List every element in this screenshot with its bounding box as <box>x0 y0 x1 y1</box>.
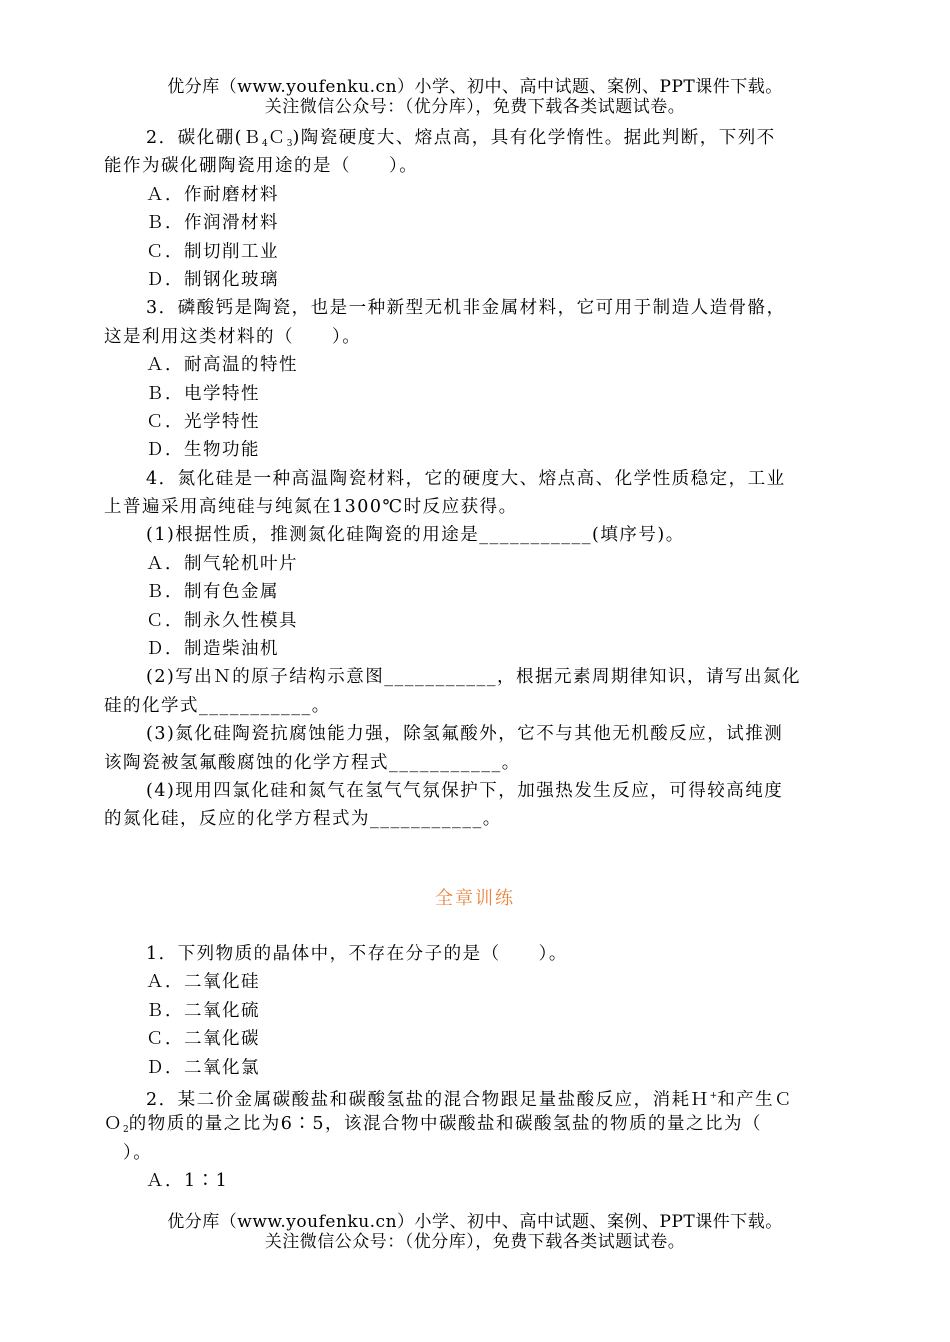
q4-part-3-line-2: 该陶瓷被氢氟酸腐蚀的化学方程式___________。 <box>104 752 521 773</box>
q4-part-3-line-1: (3)氮化硅陶瓷抗腐蚀能力强，除氢氟酸外，它不与其他无机酸反应，试推测 <box>146 724 784 745</box>
c1-option-a: Ａ．二氧化硅 <box>146 972 260 993</box>
q2-stem-line-2: 能作为碳化硼陶瓷用途的是（ ）。 <box>104 156 419 177</box>
q4-part-4-line-2: 的氮化硅，反应的化学方程式为___________。 <box>104 809 502 830</box>
q2-option-a: Ａ．作耐磨材料 <box>146 184 279 205</box>
q4-option-c: Ｃ．制永久性模具 <box>146 610 298 631</box>
q2-option-d: Ｄ．制钢化玻璃 <box>146 269 279 290</box>
q4-stem-line-1: 4．氮化硅是一种高温陶瓷材料，它的硬度大、熔点高、化学性质稳定，工业 <box>146 468 786 489</box>
c2-option-a: Ａ．1∶1 <box>146 1171 229 1192</box>
q2-option-c: Ｃ．制切削工业 <box>146 241 279 262</box>
q4-part-4-line-1: (4)现用四氯化硅和氮气在氢气气氛保护下，加强热发生反应，可得较高纯度 <box>146 780 784 801</box>
q3-option-b: Ｂ．电学特性 <box>146 383 260 404</box>
q3-option-a: Ａ．耐高温的特性 <box>146 355 298 376</box>
q4-part-2-line-2: 硅的化学式___________。 <box>104 695 331 716</box>
q4-option-b: Ｂ．制有色金属 <box>146 582 279 603</box>
header-line-1: 优分库（www.youfenku.cn）小学、初中、高中试题、案例、PPT课件下载。 <box>167 77 783 97</box>
q3-stem-line-2: 这是利用这类材料的（ ）。 <box>104 326 362 347</box>
q4-option-d: Ｄ．制造柴油机 <box>146 639 279 660</box>
chapter-exercises <box>104 940 849 1196</box>
c1-option-d: Ｄ．二氧化氯 <box>146 1057 260 1078</box>
c2-stem-line-3: ）。 <box>104 1142 153 1163</box>
page-header <box>0 77 950 117</box>
c2-stem-line-2: Ｏ$_2$的物质的量之比为6∶5，该混合物中碳酸盐和碳酸氢盐的物质的量之比为（ <box>104 1114 762 1136</box>
q3-option-c: Ｃ．光学特性 <box>146 411 260 432</box>
q3-stem-line-1: 3．磷酸钙是陶瓷，也是一种新型无机非金属材料，它可用于制造人造骨骼， <box>146 298 786 319</box>
q4-option-a: Ａ．制气轮机叶片 <box>146 553 298 574</box>
page-footer <box>0 1212 950 1252</box>
section-title: 全章训练 <box>435 888 515 909</box>
document-body <box>104 124 849 834</box>
q3-option-d: Ｄ．生物功能 <box>146 440 260 461</box>
q4-part-1: (1)根据性质，推测氮化硅陶瓷的用途是___________(填序号)。 <box>146 525 685 546</box>
q2-option-b: Ｂ．作润滑材料 <box>146 213 279 234</box>
c1-option-b: Ｂ．二氧化硫 <box>146 1000 260 1021</box>
c1-option-c: Ｃ．二氧化碳 <box>146 1029 260 1050</box>
q4-stem-line-2: 上普遍采用高纯硅与纯氮在1300℃时反应获得。 <box>104 497 518 518</box>
header-line-2: 关注微信公众号：（优分库），免费下载各类试题试卷。 <box>264 97 686 117</box>
c2-stem-line-1: 2．某二价金属碳酸盐和碳酸氢盐的混合物跟足量盐酸反应，消耗Ｈ+和产生Ｃ <box>146 1089 794 1110</box>
footer-line-2: 关注微信公众号：（优分库），免费下载各类试题试卷。 <box>264 1232 686 1252</box>
q4-part-2-line-1: (2)写出Ｎ的原子结构示意图___________，根据元素周期律知识，请写出氮化 <box>146 667 802 688</box>
footer-line-1: 优分库（www.youfenku.cn）小学、初中、高中试题、案例、PPT课件下载。 <box>167 1212 783 1232</box>
q2-stem-line-1: 2．碳化硼(Ｂ$_4$Ｃ$_3$)陶瓷硬度大、熔点高，具有化学惰性。据此判断，下列不 <box>146 128 776 149</box>
c1-stem: 1．下列物质的晶体中，不存在分子的是（ ）。 <box>146 944 568 964</box>
